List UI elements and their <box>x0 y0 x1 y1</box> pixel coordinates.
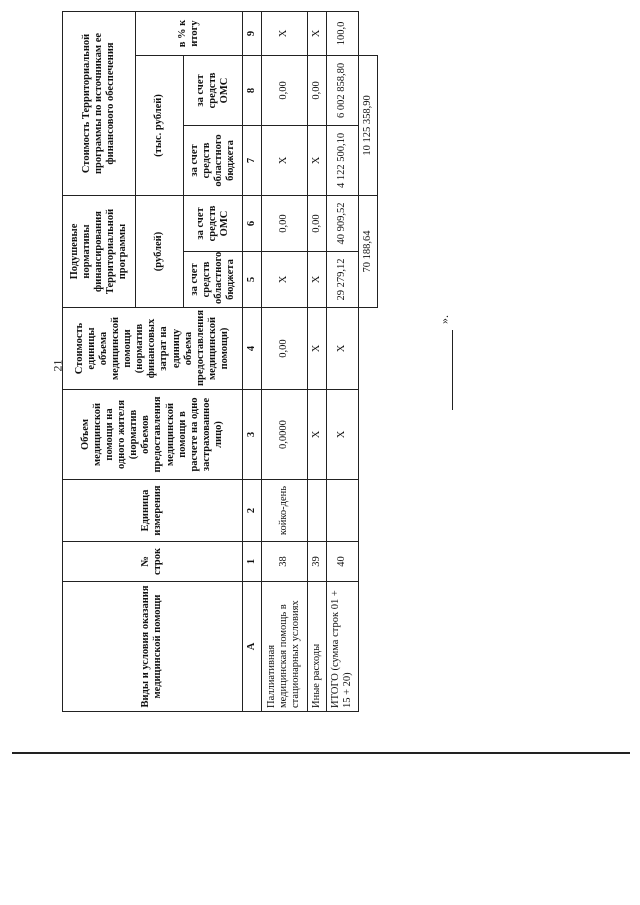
header-percent: в % к итогу <box>135 11 242 55</box>
row-pct: Х <box>307 11 326 55</box>
closing-quote: ». <box>437 315 451 324</box>
header-tc-oms: за счет средств ОМС <box>183 55 242 125</box>
table-row-total <box>326 11 358 711</box>
row-pc-oms: 0,00 <box>261 195 307 251</box>
totals-row <box>358 11 377 711</box>
per-capita-total: 70 188,64 <box>358 195 377 307</box>
num-5: 5 <box>242 252 261 308</box>
row-cost: Х <box>307 308 326 390</box>
header-cost-group: Стоимость Территориальной программы по источникам ее финансового обеспечения <box>63 11 136 195</box>
row-unit <box>307 480 326 542</box>
row-tc-budget: 4 122 500,10 <box>326 125 358 195</box>
row-tc-oms: 0,00 <box>261 55 307 125</box>
num-3: 3 <box>242 390 261 480</box>
horizontal-divider <box>12 752 630 754</box>
row-name: Иные расходы <box>307 582 326 712</box>
num-2: 2 <box>242 480 261 542</box>
row-volume: Х <box>326 390 358 480</box>
row-pct: 100,0 <box>326 11 358 55</box>
rotated-table-container <box>62 12 378 712</box>
cost-total: 10 125 358,90 <box>358 55 377 195</box>
num-1: 1 <box>242 542 261 582</box>
header-row-1 <box>63 11 136 711</box>
page-number: 21 <box>50 359 65 372</box>
row-tc-budget: Х <box>261 125 307 195</box>
row-pc-budget: Х <box>261 252 307 308</box>
header-line-no: № строк <box>63 542 243 582</box>
row-volume: Х <box>307 390 326 480</box>
row-pct: Х <box>261 11 307 55</box>
row-pc-budget: 29 279,12 <box>326 252 358 308</box>
num-6: 6 <box>242 195 261 251</box>
row-name: ИТОГО (сумма строк 01 + 15 + 20) <box>326 582 358 712</box>
header-per-capita-group: Подушевые нормативы финансирования Территориальной программы <box>63 195 136 307</box>
row-tc-oms: 0,00 <box>307 55 326 125</box>
row-pc-oms: 0,00 <box>307 195 326 251</box>
row-cost: 0,00 <box>261 308 307 390</box>
num-8: 8 <box>242 55 261 125</box>
row-unit: койко-день <box>261 480 307 542</box>
financing-table <box>62 11 378 712</box>
row-line: 39 <box>307 542 326 582</box>
row-name: Паллиативная медицинская помощь в стационарных условиях <box>261 582 307 712</box>
header-unit-thous: (тыс. рублей) <box>135 55 183 195</box>
num-7: 7 <box>242 125 261 195</box>
row-pc-oms: 40 909,52 <box>326 195 358 251</box>
table-row <box>261 11 307 711</box>
row-pc-budget: Х <box>307 252 326 308</box>
num-4: 4 <box>242 308 261 390</box>
header-pc-oms: за счет средств ОМС <box>183 195 242 251</box>
num-9: 9 <box>242 11 261 55</box>
row-tc-budget: Х <box>307 125 326 195</box>
row-line: 40 <box>326 542 358 582</box>
header-unit-cost: Стоимость единицы объема медицинской помощи (норматив финансовых затрат на единицу объема предоставления медицинской помощи) <box>63 308 243 390</box>
row-tc-oms: 6 002 858,80 <box>326 55 358 125</box>
numbering-row <box>242 11 261 711</box>
num-a: А <box>242 582 261 712</box>
header-tc-budget: за счет средств областного бюджета <box>183 125 242 195</box>
header-unit: Единица измерения <box>63 480 243 542</box>
header-volume: Объем медицинской помощи на одного жителя (норматив объемов предоставления медицинской помощи в расчете на одно застрахованное лицо) <box>63 390 243 480</box>
row-line: 38 <box>261 542 307 582</box>
row-volume: 0,0000 <box>261 390 307 480</box>
header-unit-rub: (рублей) <box>135 195 183 307</box>
header-types: Виды и условия оказания медицинской помощи <box>63 582 243 712</box>
row-cost: Х <box>326 308 358 390</box>
table-row <box>307 11 326 711</box>
row-unit <box>326 480 358 542</box>
header-pc-budget: за счет средств областного бюджета <box>183 252 242 308</box>
signature-line <box>452 330 453 410</box>
